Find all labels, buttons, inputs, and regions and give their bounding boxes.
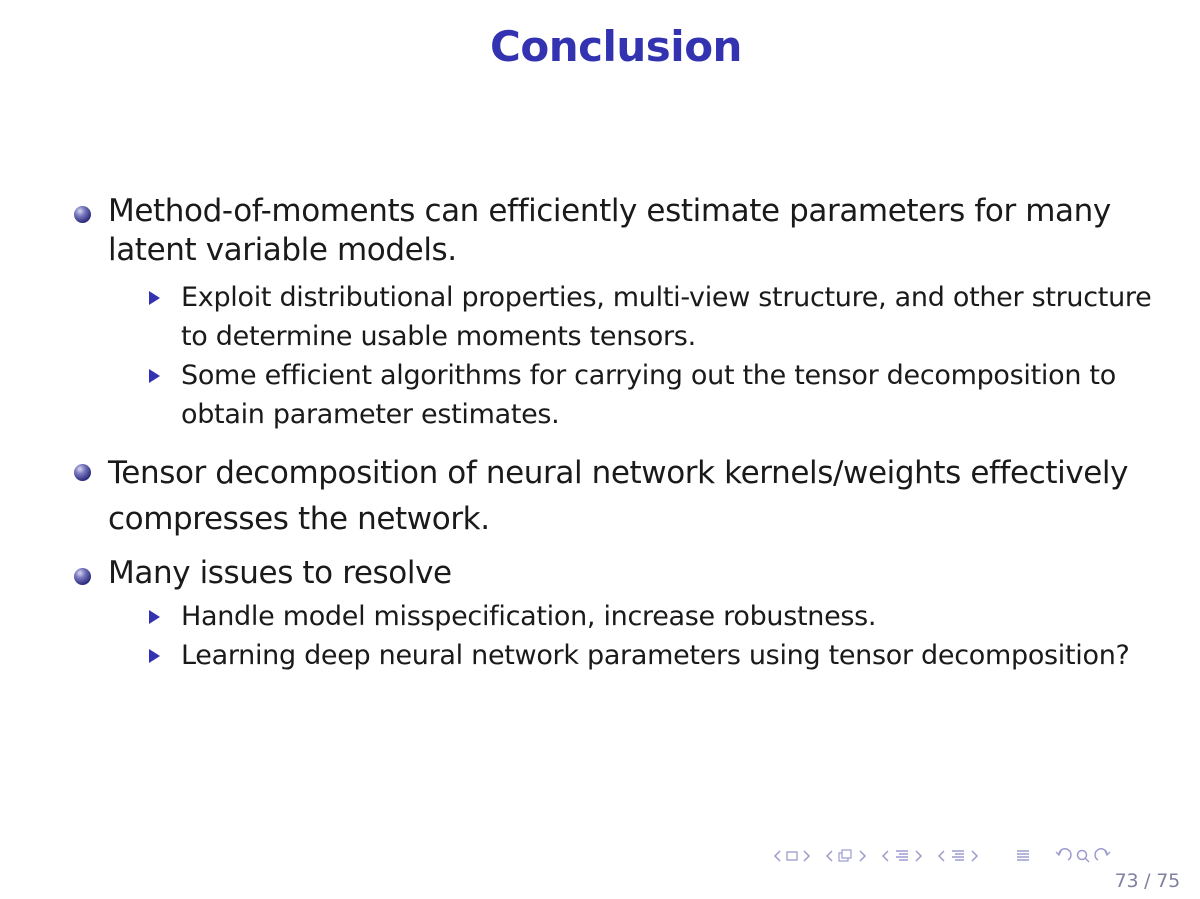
- frame-next-icon[interactable]: [802, 849, 812, 863]
- section-prev-icon[interactable]: [880, 849, 890, 863]
- sub-list: [108, 278, 1170, 434]
- bullet-ball-icon: [74, 464, 91, 481]
- search-icon[interactable]: [1075, 848, 1091, 864]
- section-next-icon[interactable]: [914, 849, 924, 863]
- sub-bullet-text: Some efficient algorithms for carrying out the tensor decomposition to obtain parameter estimates.: [181, 360, 1116, 430]
- sub-bullet-item: [108, 636, 1170, 675]
- sub-bullet-text: Learning deep neural network parameters using tensor decomposition?: [181, 640, 1130, 671]
- frame-prev-icon[interactable]: [772, 849, 782, 863]
- sub-bullet-text: Handle model misspecification, increase robustness.: [181, 601, 877, 632]
- bullet-text: Many issues to resolve: [108, 555, 452, 591]
- frame-icon[interactable]: [785, 849, 799, 863]
- section-icon[interactable]: [893, 848, 911, 864]
- presentation-icon[interactable]: [949, 848, 967, 864]
- bullet-item: [70, 554, 1170, 675]
- subsection-prev-icon[interactable]: [824, 849, 834, 863]
- slide-content: [70, 192, 1170, 675]
- sub-bullet-text: Exploit distributional properties, multi-view structure, and other structure to determine usable moments tensors.: [181, 282, 1152, 352]
- undo-icon[interactable]: [1054, 848, 1072, 864]
- presentation-prev-icon[interactable]: [936, 849, 946, 863]
- toc-icon[interactable]: [1014, 848, 1032, 864]
- page-number: 73 / 75: [1114, 870, 1180, 892]
- triangle-bullet-icon: [149, 610, 160, 624]
- bullet-ball-icon: [74, 568, 91, 585]
- bullet-item: [70, 450, 1170, 542]
- subsection-next-icon[interactable]: [858, 849, 868, 863]
- bullet-ball-icon: [74, 206, 91, 223]
- bullet-text: Method-of-moments can efficiently estimate parameters for many latent variable models.: [108, 193, 1111, 268]
- subsection-icon[interactable]: [837, 848, 855, 864]
- triangle-bullet-icon: [149, 369, 160, 383]
- redo-icon[interactable]: [1094, 848, 1112, 864]
- triangle-bullet-icon: [149, 291, 160, 305]
- sub-list: [108, 597, 1170, 675]
- presentation-next-icon[interactable]: [970, 849, 980, 863]
- beamer-navigation-bar: [772, 846, 1192, 866]
- triangle-bullet-icon: [149, 649, 160, 663]
- sub-bullet-item: [108, 597, 1170, 636]
- sub-bullet-item: [108, 356, 1170, 434]
- bullet-item: [70, 192, 1170, 434]
- slide-title: Conclusion: [490, 22, 742, 71]
- bullet-text: Tensor decomposition of neural network kernels/weights effectively compresses the network.: [108, 455, 1129, 537]
- sub-bullet-item: [108, 278, 1170, 356]
